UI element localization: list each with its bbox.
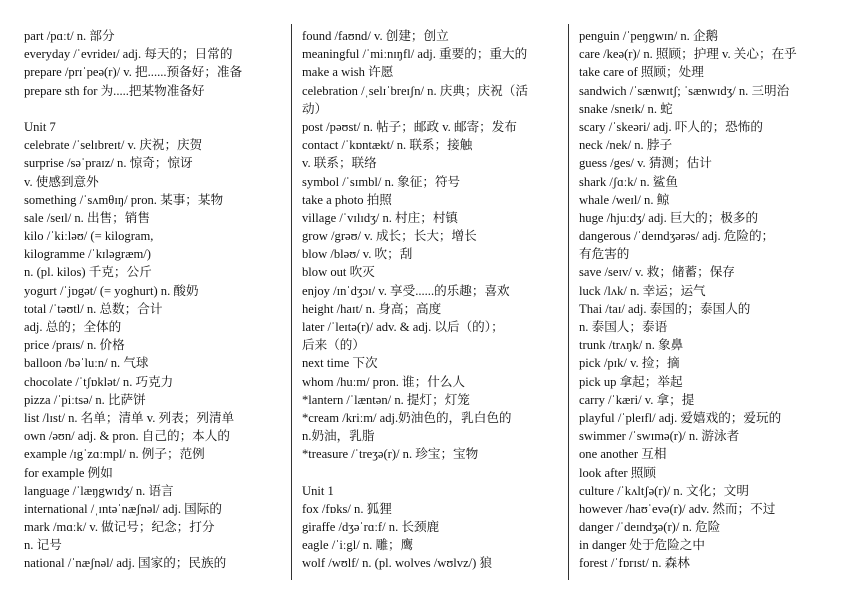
vocab-entry: eagle /ˈiːgl/ n. 雕；鹰 [302, 538, 414, 553]
vocab-entry: n. (pl. kilos) 千克；公斤 [24, 265, 152, 280]
vocab-entry: everyday /ˈevrideɪ/ adj. 每天的；日常的 [24, 47, 233, 62]
vocab-entry: playful /ˈpleɪfl/ adj. 爱嬉戏的；爱玩的 [579, 410, 782, 425]
vocab-entry: post /pəʊst/ n. 帖子；邮政 v. 邮寄；发布 [302, 119, 517, 134]
vocab-column-3 [579, 27, 839, 573]
vocab-entry: national /ˈnæʃnəl/ adj. 国家的；民族的 [24, 556, 227, 571]
vocab-entry: giraffe /dʒəˈrɑːf/ n. 长颈鹿 [302, 520, 440, 535]
vocab-entry: one another 互相 [579, 447, 667, 462]
vocab-entry: sale /seɪl/ n. 出售；销售 [24, 210, 150, 225]
vocab-entry: take care of 照顾；处理 [579, 65, 704, 80]
vocab-entry: culture /ˈkʌltʃə(r)/ n. 文化；文明 [579, 483, 749, 498]
vocab-entry: found /faʊnd/ v. 创建；创立 [302, 29, 449, 43]
vocab-entry: care /keə(r)/ n. 照顾；护理 v. 关心；在乎 [579, 47, 797, 62]
vocab-entry: price /praɪs/ n. 价格 [24, 338, 125, 353]
vocab-entry: contact /ˈkɒntækt/ n. 联系；接触 [302, 138, 473, 153]
vocab-entry: enjoy /ɪnˈdʒɔɪ/ v. 享受......的乐趣；喜欢 [302, 283, 510, 298]
vocab-entry: prepare /prɪˈpeə(r)/ v. 把......预备好；准备 [24, 65, 243, 80]
vocab-entry: prepare sth for 为.....把某物准备好 [24, 83, 205, 98]
vocab-entry: trunk /trʌŋk/ n. 象鼻 [579, 338, 684, 353]
vocab-entry: celebration /ˌselɪˈbreɪʃn/ n. 庆典；庆祝（活 [302, 83, 528, 98]
vocab-entry: village /ˈvɪlɪdʒ/ n. 村庄；村镇 [302, 210, 459, 225]
vocab-entry: 有危害的 [579, 247, 630, 262]
vocab-entry: pick up 拿起；举起 [579, 374, 683, 389]
vocab-entry: height /haɪt/ n. 身高；高度 [302, 301, 442, 316]
vocab-entry: surprise /səˈpraɪz/ n. 惊奇；惊讶 [24, 156, 193, 171]
vocab-entry: *cream /kriːm/ adj.奶油色的，乳白色的 [302, 410, 512, 425]
vocab-entry: 动） [302, 101, 328, 116]
vocab-entry: penguin /ˈpeŋgwɪn/ n. 企鹅 [579, 29, 719, 43]
vocab-entry: sandwich /ˈsænwɪtʃ; ˈsænwɪdʒ/ n. 三明治 [579, 83, 790, 98]
vocab-entry: pizza /ˈpiːtsə/ n. 比萨饼 [24, 392, 146, 407]
vocab-entry: later /ˈleɪtə(r)/ adv. & adj. 以后（的）； [302, 320, 504, 334]
vocab-entry: whom /huːm/ pron. 谁；什么人 [302, 374, 466, 389]
vocab-entry: huge /hjuːdʒ/ adj. 巨大的；极多的 [579, 210, 759, 225]
vocab-entry: example /ɪgˈzɑːmpl/ n. 例子；范例 [24, 447, 205, 462]
vocab-entry: yogurt /ˈjɒgət/ (= yoghurt) n. 酸奶 [24, 283, 199, 298]
vocab-entry: adj. 总的；全体的 [24, 320, 122, 334]
vocab-column-1 [24, 27, 272, 573]
vocab-entry: look after 照顾 [579, 465, 656, 480]
vocab-entry: take a photo 拍照 [302, 192, 392, 207]
vocab-entry: next time 下次 [302, 356, 378, 371]
vocab-entry: however /haʊˈevə(r)/ adv. 然而；不过 [579, 501, 776, 516]
vocab-entry: luck /lʌk/ n. 幸运；运气 [579, 283, 706, 298]
vocab-entry: chocolate /ˈtʃɒklət/ n. 巧克力 [24, 374, 174, 389]
vocab-entry: neck /nek/ n. 脖子 [579, 138, 673, 153]
vocab-entry: *lantern /ˈlæntən/ n. 提灯；灯笼 [302, 392, 470, 407]
vocab-entry: save /seɪv/ v. 救；储蓄；保存 [579, 265, 735, 280]
vocab-entry: part /pɑːt/ n. 部分 [24, 29, 115, 43]
vocab-entry: n. 泰国人；泰语 [579, 320, 668, 334]
vocab-entry: n. 记号 [24, 538, 62, 553]
vocab-entry: total /ˈtəʊtl/ n. 总数；合计 [24, 301, 163, 316]
blank-line [302, 464, 556, 482]
vocab-entry: whale /weɪl/ n. 鲸 [579, 192, 670, 207]
vocab-entry: n.奶油，乳脂 [302, 429, 375, 444]
vocab-entry: for example 例如 [24, 465, 113, 480]
vocab-entry: wolf /wʊlf/ n. (pl. wolves /wʊlvz/) 狼 [302, 556, 493, 571]
vocab-entry: kilogramme /ˈkɪləgræm/) [24, 247, 151, 262]
vocab-entry: danger /ˈdeɪndʒə(r)/ n. 危险 [579, 520, 721, 535]
unit-heading: Unit 1 [302, 483, 334, 498]
vocab-entry: swimmer /ˈswɪmə(r)/ n. 游泳者 [579, 429, 740, 444]
vocab-entry: shark /ʃɑːk/ n. 鲨鱼 [579, 174, 678, 189]
vocab-entry: make a wish 许愿 [302, 65, 394, 80]
vocab-entry: celebrate /ˈselɪbreɪt/ v. 庆祝；庆贺 [24, 138, 203, 153]
vocab-entry: list /lɪst/ n. 名单；清单 v. 列表；列清单 [24, 410, 235, 425]
vocab-entry: symbol /ˈsɪmbl/ n. 象征；符号 [302, 174, 461, 189]
vocab-entry: v. 使感到意外 [24, 174, 99, 189]
vocab-entry: *treasure /ˈtreʒə(r)/ n. 珍宝；宝物 [302, 447, 479, 462]
vocab-entry: blow /bləʊ/ v. 吹；刮 [302, 247, 413, 262]
vocab-entry: pick /pɪk/ v. 捡；摘 [579, 356, 680, 371]
vocab-entry: Thai /taɪ/ adj. 泰国的；泰国人的 [579, 301, 751, 316]
vocab-entry: meaningful /ˈmiːnɪŋfl/ adj. 重要的；重大的 [302, 47, 528, 62]
vocab-entry: grow /grəʊ/ v. 成长；长大；增长 [302, 229, 477, 244]
vocab-entry: something /ˈsʌmθɪŋ/ pron. 某事；某物 [24, 192, 224, 207]
vocab-column-2 [302, 27, 556, 573]
vocab-entry: blow out 吹灭 [302, 265, 375, 280]
column-divider [568, 24, 569, 580]
vocab-entry: 后来（的） [302, 338, 365, 353]
vocab-entry: scary /ˈskeəri/ adj. 吓人的；恐怖的 [579, 119, 763, 134]
column-divider [291, 24, 292, 580]
vocab-entry: in danger 处于危险之中 [579, 538, 705, 553]
vocab-entry: international /ˌɪntəˈnæʃnəl/ adj. 国际的 [24, 501, 222, 516]
vocab-entry: own /əʊn/ adj. & pron. 自己的；本人的 [24, 429, 230, 444]
vocab-entry: forest /ˈfɒrɪst/ n. 森林 [579, 556, 690, 571]
blank-line [24, 100, 272, 118]
vocab-entry: guess /ges/ v. 猜测；估计 [579, 156, 712, 171]
vocab-entry: mark /mɑːk/ v. 做记号；纪念；打分 [24, 520, 215, 535]
vocab-entry: balloon /bəˈluːn/ n. 气球 [24, 356, 149, 371]
vocab-entry: kilo /ˈkiːləʊ/ (= kilogram, [24, 229, 154, 244]
vocab-entry: language /ˈlæŋgwɪdʒ/ n. 语言 [24, 483, 174, 498]
unit-heading: Unit 7 [24, 119, 56, 134]
vocab-entry: carry /ˈkæri/ v. 拿；提 [579, 392, 695, 407]
vocab-entry: dangerous /ˈdeɪndʒərəs/ adj. 危险的； [579, 229, 775, 244]
vocab-entry: fox /fɒks/ n. 狐狸 [302, 501, 392, 516]
vocab-entry: snake /sneɪk/ n. 蛇 [579, 101, 673, 116]
vocab-entry: v. 联系；联络 [302, 156, 377, 171]
